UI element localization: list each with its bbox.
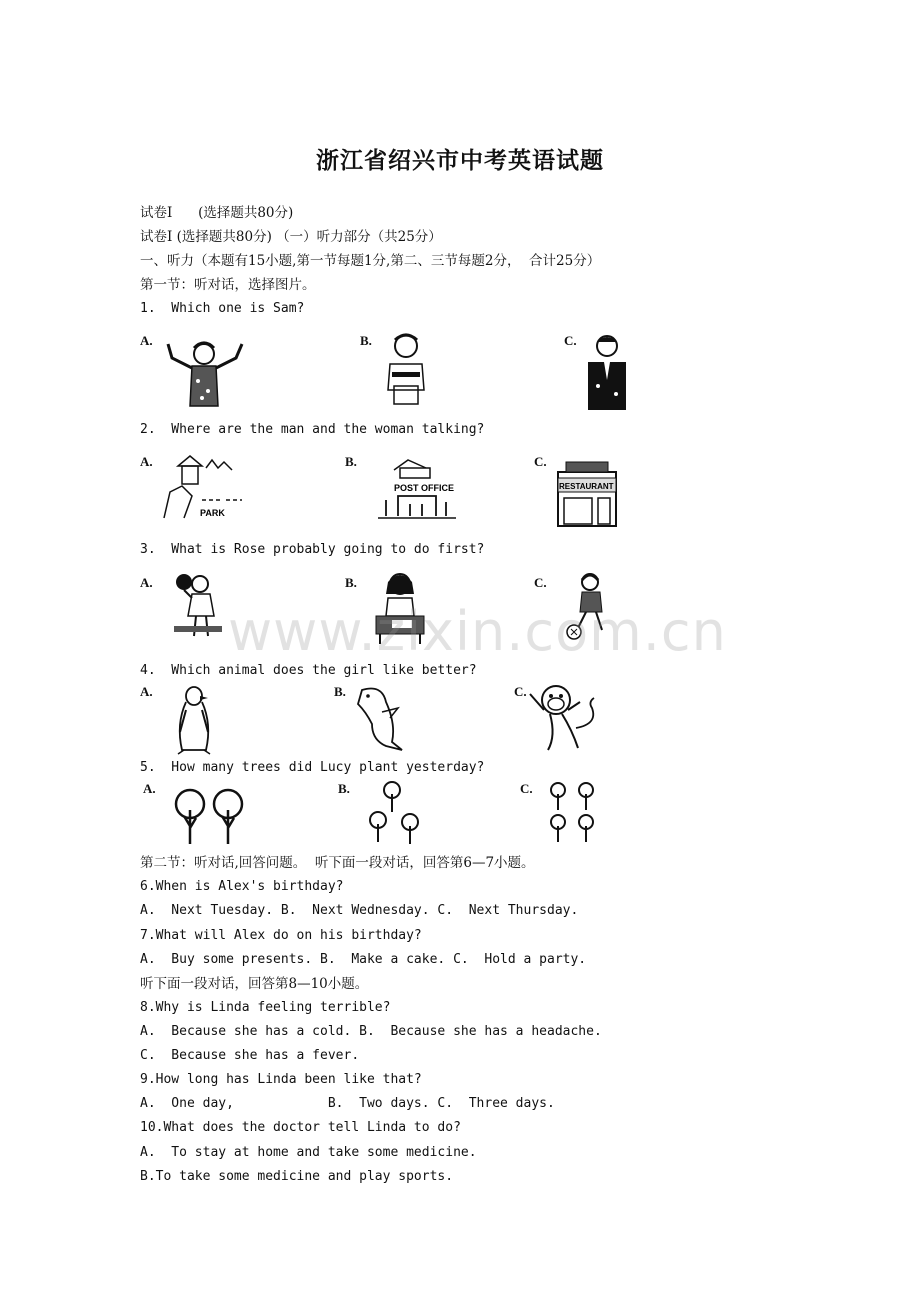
- q5-option-a-label: A.: [143, 781, 156, 796]
- watermark: www.zixin.com.cn: [228, 600, 727, 663]
- restaurant-sign-text: RESTAURANT: [559, 482, 614, 491]
- question-10: 10.What does the doctor tell Linda to do?: [140, 1120, 461, 1135]
- q2-option-a-label: A.: [140, 454, 153, 469]
- restaurant-icon: [556, 458, 618, 528]
- question-8: 8.Why is Linda feeling terrible?: [140, 1000, 391, 1015]
- question-7-options: A. Buy some presents. B. Make a cake. C. Hold a party.: [140, 952, 587, 967]
- park-sign-text: PARK: [200, 508, 225, 518]
- q4-option-b-label: B.: [334, 684, 346, 699]
- question-8-options-ab: A. Because she has a cold. B. Because she has a headache.: [140, 1024, 602, 1039]
- question-10-option-b: B.To take some medicine and play sports.: [140, 1169, 454, 1184]
- question-8-option-c: C. Because she has a fever.: [140, 1048, 360, 1063]
- section1-instructions: 第一节：听对话，选择图片。: [140, 277, 316, 293]
- listening-instructions: 一、听力（本题有15小题,第一节每题1分,第二、三节每题2分， 合计25分）: [140, 253, 601, 269]
- girl-tennis-icon: [170, 570, 226, 646]
- q1-option-b-label: B.: [360, 333, 372, 348]
- paper-section-line: 试卷Ⅰ (选择题共80分) （一）听力部分（共25分）: [140, 229, 442, 245]
- question-9: 9.How long has Linda been like that?: [140, 1072, 422, 1087]
- question-10-option-a: A. To stay at home and take some medicine.: [140, 1145, 477, 1160]
- dolphin-icon: [352, 684, 418, 754]
- question-6-options: A. Next Tuesday. B. Next Wednesday. C. Next Thursday.: [140, 903, 579, 918]
- q3-option-b-label: B.: [345, 575, 357, 590]
- page-title: 浙江省绍兴市中考英语试题: [316, 148, 604, 174]
- question-5: 5. How many trees did Lucy plant yesterday?: [140, 760, 485, 775]
- q2-option-c-label: C.: [534, 454, 547, 469]
- q3-option-c-label: C.: [534, 575, 547, 590]
- question-2: 2. Where are the man and the woman talking?: [140, 422, 485, 437]
- post-office-sign-text: POST OFFICE: [394, 483, 455, 493]
- q5-option-b-label: B.: [338, 781, 350, 796]
- question-6: 6.When is Alex's birthday?: [140, 879, 344, 894]
- paper-part-line: 试卷Ⅰ (选择题共80分): [140, 205, 294, 221]
- q1-option-a-label: A.: [140, 333, 153, 348]
- q5-option-c-label: C.: [520, 781, 533, 796]
- monkey-icon: [526, 680, 602, 756]
- q4-option-c-label: C.: [514, 684, 527, 699]
- question-7: 7.What will Alex do on his birthday?: [140, 928, 422, 943]
- boy-standing-icon: [376, 330, 436, 410]
- question-9-options: A. One day, B. Two days. C. Three days.: [140, 1096, 555, 1111]
- q3-option-a-label: A.: [140, 575, 153, 590]
- three-trees-icon: [366, 780, 430, 846]
- q1-option-c-label: C.: [564, 333, 577, 348]
- four-trees-icon: [546, 780, 602, 846]
- q4-option-a-label: A.: [140, 684, 153, 699]
- park-icon: [162, 452, 248, 524]
- dialogue-2-instructions: 听下面一段对话，回答第8—10小题。: [140, 976, 369, 992]
- man-suit-icon: [582, 330, 632, 412]
- penguin-icon: [170, 684, 218, 754]
- section2-instructions: 第二节：听对话,回答问题。 听下面一段对话，回答第6—7小题。: [140, 855, 535, 871]
- two-trees-icon: [170, 786, 250, 846]
- question-1: 1. Which one is Sam?: [140, 301, 305, 316]
- question-4: 4. Which animal does the girl like better?: [140, 663, 477, 678]
- question-3: 3. What is Rose probably going to do first?: [140, 542, 485, 557]
- boy-waving-icon: [162, 336, 248, 412]
- post-office-icon: [376, 458, 462, 526]
- q2-option-b-label: B.: [345, 454, 357, 469]
